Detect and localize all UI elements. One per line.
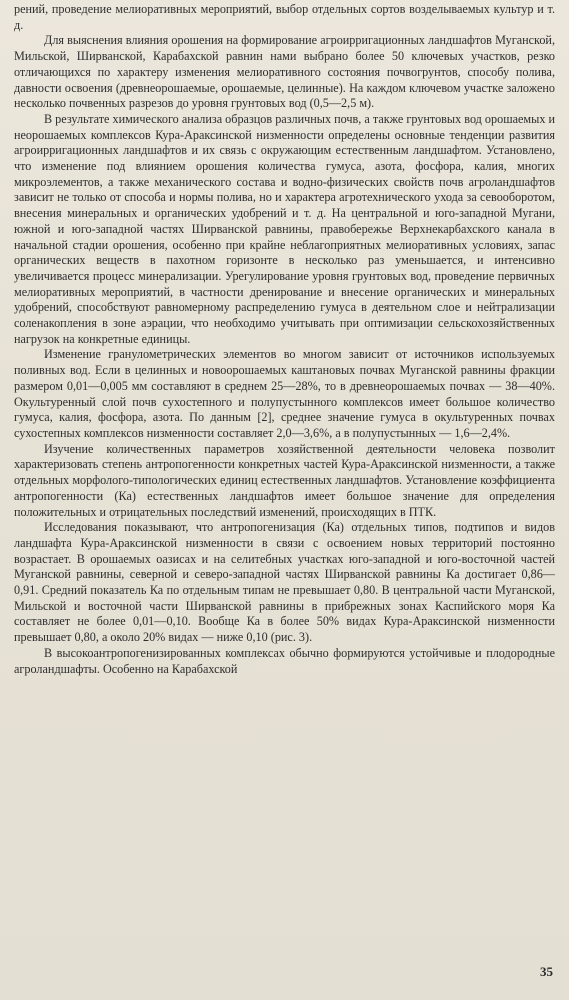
body-text	[14, 2, 555, 677]
paragraph-chemical-analysis: В результате химического анализа образцов различных почв, а также грунтовых вод орошаемых и неорошаемых комплексов Кура-Араксинской низменности определены основные тенденции развития агроирригационных ландшафтов и их связь с окружающим естественным ландшафтом. Установлено, что изменение под влиянием орошения количества гумуса, азота, фосфора, калия, многих микроэлементов, а также механического состава и водно-физических свойств почв агроландшафтов зависит не только от способа и нормы полива, но и характера агротехнического ухода за севооборотом, внесения минеральных и органических удобрений и т. д. На центральной и юго-западной Мугани, южной и юго-западной частях Ширванской равнины, правобережье Верхнекарбахского канала в начальной стадии орошения, особенно при крайне неблагоприятных мелиоративных условиях, запас органических веществ в пахотном горизонте в несколько раз уменьшается, и интенсивно увеличивается процесс минерализации. Урегулирование уровня грунтовых вод, проведение первичных мелиоративных мероприятий, в частности дренирование и внесение органических и минеральных удобрений, способствуют равномерному распределению гумуса в деятельном слое и нейтрализации соленакопления в зоне аэрации, что необходимо учитывать при оптимизации сельскохозяйственных нагрузок на конкретные единицы.	[14, 111, 555, 346]
paragraph-irrigation-study: Для выяснения влияния орошения на формирование агроирригационных ландшафтов Муганской, Мильской, Ширванской, Карабахской равнин нами выбрано более 50 ключевых участков, резко отличающихся по характеру изменения мелиоративного состояния почвогрунтов, способу полива, давности освоения (древнеорошаемые, орошаемые, целинные). На каждом ключевом участке заложено несколько почвенных разрезов до уровня грунтовых вод (0,5—2,5 м).	[14, 33, 555, 111]
paragraph-research-results: Исследования показывают, что антропогенизация (Ка) отдельных типов, подтипов и видов ландшафта Кура-Араксинской низменности в связи с освоением новых территорий постоянно возрастает. В орошаемых оазисах и на селитебных участках юго-западной и юго-восточной частей Муганской равнины, северной и северо-западной частях Ширванской равнины Ка достигает 0,86—0,91. Средний показатель Ка по отдельным типам не превышает 0,80. В центральной части Муганской, Мильской и восточной части Ширванской равнины в прибрежных зонах Каспийского моря Ка составляет не более 0,01—0,10. Вообще Ка в более 50% видах Кура-Араксинской низменности превышает 0,80, а около 20% видах — ниже 0,10 (рис. 3).	[14, 520, 555, 645]
paragraph-anthropogenic-coefficient: Изучение количественных параметров хозяйственной деятельности человека позволит характеризовать степень антропогенности конкретных частей Кура-Араксинской низменности, а также отдельных морфолого-типологических единиц естественных ландшафтов. Установление коэффициента антропогенности (Ка) естественных ландшафтов имеет большое значение для определения положительных и отрицательных последствий изменений, происходящих в ПТК.	[14, 441, 555, 519]
paragraph-granulometric: Изменение гранулометрических элементов во многом зависит от источников используемых поливных вод. Если в целинных и новоорошаемых каштановых почвах Муганской равнины фракции размером 0,01—0,005 мм составляют в среднем 25—28%, то в древнеорошаемых почвах — 38—40%. Окультуренный слой почв сухостепного и полупустынного комплексов имеет большое количество гумуса, калия, фосфора, азота. По данным [2], среднее значение гумуса в окультуренных почвах сухостепных комплексов низменности составляет 2,0—3,6%, а в полупустынных — 1,6—2,4%.	[14, 347, 555, 440]
paragraph-agrolandscapes: В высокоантропогенизированных комплексах обычно формируются устойчивые и плодородные агроландшафты. Особенно на Карабахской	[14, 645, 555, 676]
page-number: 35	[540, 964, 553, 979]
paragraph-continuation: рений, проведение мелиоративных мероприятий, выбор отдельных сортов возделываемых культур и т. д.	[14, 2, 555, 32]
